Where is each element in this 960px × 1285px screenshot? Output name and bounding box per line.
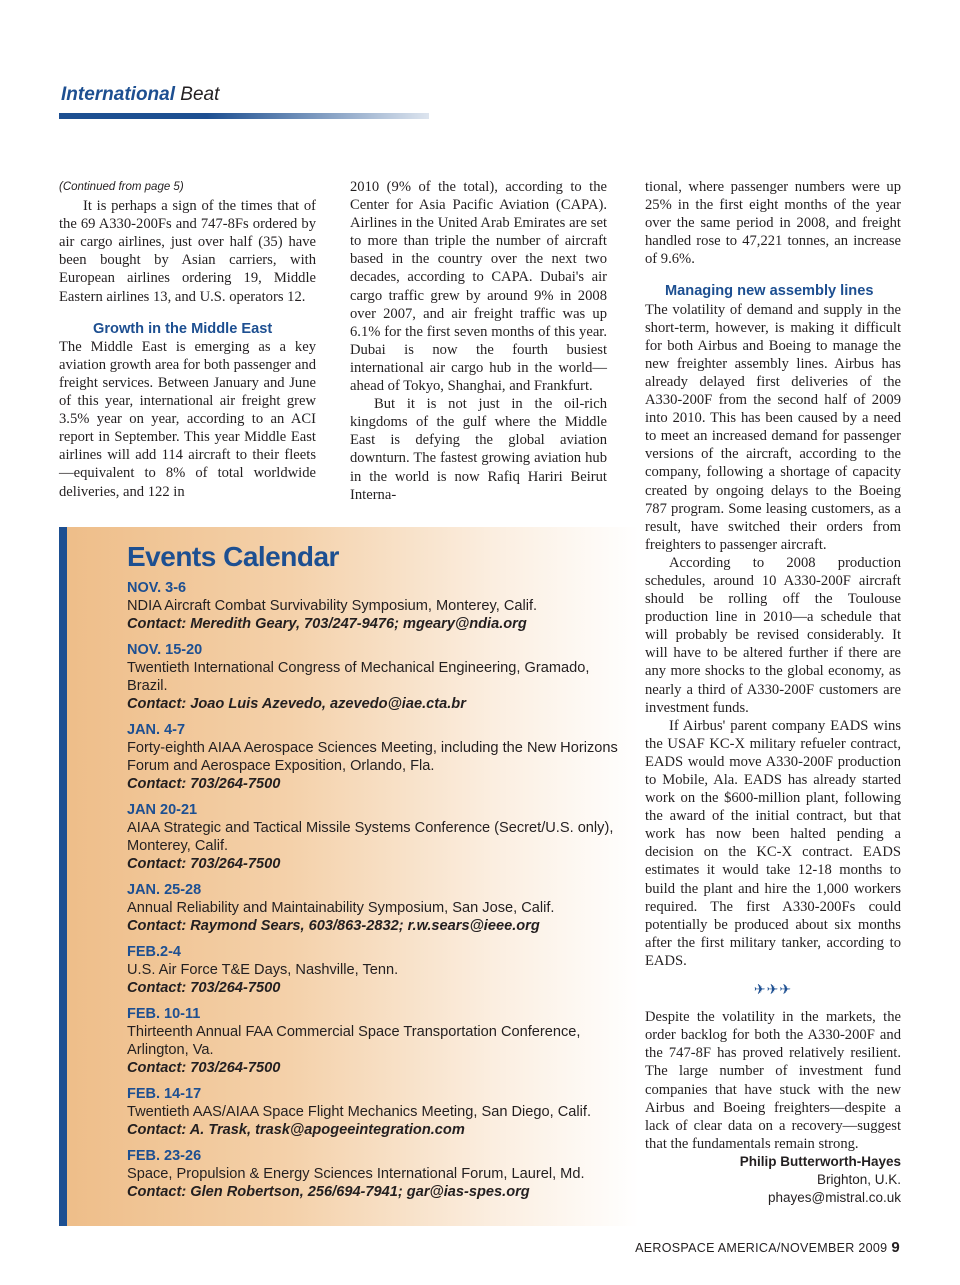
paragraph: But it is not just in the oil-rich kingdoms of the gulf where the Middle East is defying the global aviation downturn. The fastest growing aviation hub in the world is now Rafiq Hariri Beirut Interna- bbox=[350, 396, 607, 503]
paragraph: According to 2008 production schedules, around 10 A330-200F aircraft should be rolling off the Toulouse production line in 2010—a schedule that will probably be revised considerably. It will have to be altered further if there are any more shocks to the global economy, as nearly a third of A330-200F customers are investment funds. bbox=[645, 554, 901, 716]
panel-accent-bar bbox=[59, 527, 67, 1226]
event-contact: Contact: Joao Luis Azevedo, azevedo@iae.cta.br bbox=[127, 696, 466, 712]
event-description: Twentieth International Congress of Mechanical Engineering, Gramado, Brazil. bbox=[127, 660, 590, 694]
event-item bbox=[127, 881, 627, 935]
event-item bbox=[127, 801, 627, 873]
section-title-rest: Beat bbox=[180, 84, 220, 105]
event-description: NDIA Aircraft Combat Survivability Symposium, Monterey, Calif. bbox=[127, 598, 538, 614]
event-item bbox=[127, 1147, 627, 1201]
event-description: Space, Propulsion & Energy Sciences International Forum, Laurel, Md. bbox=[127, 1166, 585, 1182]
events-calendar-panel bbox=[59, 527, 639, 1226]
event-description: Twentieth AAS/AIAA Space Flight Mechanics Meeting, San Diego, Calif. bbox=[127, 1104, 591, 1120]
airplane-ornament-icon: ✈✈✈ bbox=[753, 983, 793, 999]
event-description: Annual Reliability and Maintainability Symposium, San Jose, Calif. bbox=[127, 900, 555, 916]
event-description: Forty-eighth AIAA Aerospace Sciences Meeting, including the New Horizons Forum and Aerospace Exposition, Orlando, Fla. bbox=[127, 740, 618, 774]
event-item bbox=[127, 943, 627, 997]
header-rule bbox=[59, 113, 429, 119]
paragraph-final bbox=[645, 1008, 901, 1169]
author-email: phayes@mistral.co.uk bbox=[767, 1190, 901, 1206]
paragraph: The volatility of demand and supply in the short-term, however, is making it difficult for both Airbus and Boeing to manage the new freighter assembly lines. Airbus has already delayed first deliveries of the A330-200F from the second half of 2009 into 2010. This has been caused by a need to meet an increased demand for passenger versions of the aircraft, according to the company, following a shortage of capacity created by ongoing delays to the Boeing 787 program. Some leasing customers, as a result, have switched their orders from freighters to passenger aircraft. bbox=[645, 301, 901, 553]
event-item bbox=[127, 1005, 627, 1077]
event-item bbox=[127, 721, 627, 793]
event-date: FEB. 23-26 bbox=[127, 1148, 202, 1164]
event-contact: Contact: 703/264-7500 bbox=[127, 776, 281, 792]
event-description: U.S. Air Force T&E Days, Nashville, Tenn. bbox=[127, 962, 399, 978]
event-contact: Contact: A. Trask, trask@apogeeintegration.com bbox=[127, 1122, 465, 1138]
event-item bbox=[127, 1085, 627, 1139]
paragraph: 2010 (9% of the total), according to the Center for Asia Pacific Aviation (CAPA). Airlines in the United Arab Emirates are set to more than triple the number of aircraft based in the country over the next two decades, according to CAPA. Dubai's air cargo traffic grew by around 9% in 2008 over 2007, and air freight traffic was up 6.1% for the first seven months of this year. Dubai is now the fourth busiest international air cargo hub in the world—ahead of Tokyo, Shanghai, and Frankfurt. bbox=[350, 179, 607, 395]
events-title: Events Calendar bbox=[127, 541, 339, 572]
author-name: Philip Butterworth-Hayes bbox=[739, 1153, 901, 1169]
events-list bbox=[127, 541, 627, 1209]
event-date: NOV. 15-20 bbox=[127, 642, 203, 658]
event-date: FEB. 14-17 bbox=[127, 1086, 202, 1102]
event-date: JAN. 4-7 bbox=[127, 722, 186, 738]
paragraph: It is perhaps a sign of the times that of the 69 A330-200Fs and 747-8Fs ordered by air cargo airlines, just over half (35) have been bought by Asian carriers, with European airlines ordering 19, Middle Eastern airlines 13, and U.S. operators 12. bbox=[59, 198, 316, 305]
continued-note: (Continued from page 5) bbox=[59, 181, 184, 193]
page-footer bbox=[635, 1239, 900, 1256]
event-contact: Contact: Raymond Sears, 603/863-2832; r.w.sears@ieee.org bbox=[127, 918, 540, 934]
paragraph-text: Despite the volatility in the markets, the order backlog for both the A330-200F and the 747-8F has proved relatively resilient. The large number of investment fund companies that have stuck with the new Airbus and Boeing freighters—despite a lack of clear data on a recovery—suggest that the fundamentals remain strong. bbox=[645, 1009, 901, 1152]
subheading-middle-east: Growth in the Middle East bbox=[93, 320, 273, 337]
publication-name: AEROSPACE AMERICA/NOVEMBER 2009 bbox=[635, 1241, 888, 1255]
column-2 bbox=[350, 178, 607, 504]
event-date: NOV. 3-6 bbox=[127, 580, 187, 596]
author-location: Brighton, U.K. bbox=[816, 1171, 901, 1187]
event-contact: Contact: 703/264-7500 bbox=[127, 980, 281, 996]
event-date: FEB. 10-11 bbox=[127, 1006, 201, 1022]
event-date: JAN. 25-28 bbox=[127, 882, 202, 898]
column-3 bbox=[645, 178, 901, 1207]
paragraph: The Middle East is emerging as a key aviation growth area for both passenger and freight services. Between January and June of this year, international air freight grew 3.5% year on year, according to an ACI report in September. This year Middle East airlines will add 114 aircraft to their fleets—equivalent to 8% of total worldwide deliveries, and 122 in bbox=[59, 338, 316, 500]
event-date: JAN 20-21 bbox=[127, 802, 198, 818]
paragraph: tional, where passenger numbers were up 25% in the first eight months of the year over the same period in 2008, and freight handled rose to 47,221 tonnes, an increase of 9.6%. bbox=[645, 179, 901, 268]
page-number: 9 bbox=[891, 1239, 900, 1256]
section-title-bold: International bbox=[61, 84, 176, 105]
event-item bbox=[127, 641, 627, 713]
event-contact: Contact: 703/264-7500 bbox=[127, 1060, 281, 1076]
subheading-assembly-lines: Managing new assembly lines bbox=[665, 283, 874, 300]
paragraph: If Airbus' parent company EADS wins the USAF KC-X military refueler contract, EADS would move A330-200F production to Mobile, Ala. EADS has already started work on the $600-million plant, following the award of the initial contract, but that work has now been halted pending a decision on the KC-X contract. EADS estimates it would take 12-18 months to build the plant and hire the 1,000 workers required. The first A330-200Fs could potentially be produced about six months after the first military tanker, according to EADS. bbox=[645, 717, 901, 969]
event-contact: Contact: Meredith Geary, 703/247-9476; mgeary@ndia.org bbox=[127, 616, 527, 632]
column-1 bbox=[59, 178, 316, 501]
event-date: FEB.2-4 bbox=[127, 944, 181, 960]
event-description: AIAA Strategic and Tactical Missile Systems Conference (Secret/U.S. only), Monterey, Calif. bbox=[127, 820, 614, 854]
event-contact: Contact: 703/264-7500 bbox=[127, 856, 281, 872]
event-contact: Contact: Glen Robertson, 256/694-7941; gar@ias-spes.org bbox=[127, 1184, 530, 1200]
event-description: Thirteenth Annual FAA Commercial Space Transportation Conference, Arlington, Va. bbox=[127, 1024, 581, 1058]
event-item bbox=[127, 579, 627, 633]
section-header bbox=[61, 84, 219, 106]
